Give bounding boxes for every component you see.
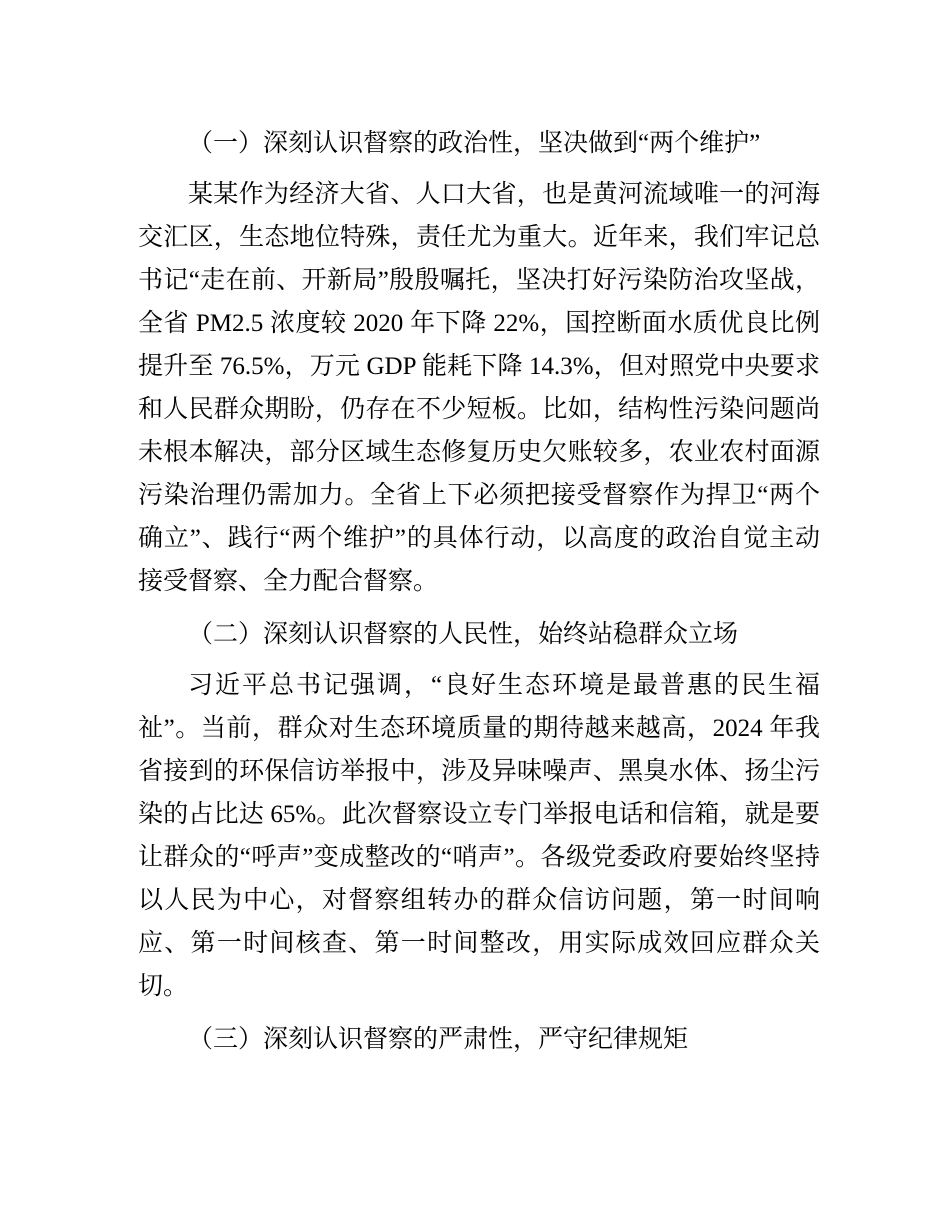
section-political [138,122,820,603]
section-1-paragraph: 某某作为经济大省、人口大省，也是黄河流域唯一的河海交汇区，生态地位特殊，责任尤为重大。近年来，我们牢记总书记“走在前、开新局”殷殷嘱托，坚决打好污染防治攻坚战，全省 PM2.5 浓度较 2020 年下降 22%，国控断面水质优良比例提升至 76.5%，万元 GDP 能耗下降 14.3%，但对照党中央要求和人民群众期盼，仍存在不少短板。比如，结构性污染问题尚未根本解决，部分区域生态修复历史欠账较多，农业农村面源污染治理仍需加力。全省上下必须把接受督察作为捍卫“两个确立”、践行“两个维护”的具体行动，以高度的政治自觉主动接受督察、全力配合督察。 [138,181,820,595]
section-2-heading: （二）深刻认识督察的人民性，始终站稳群众立场 [188,621,739,648]
section-people [138,613,820,1008]
section-3-heading: （三）深刻认识督察的严肃性，严守纪律规矩 [188,1026,689,1053]
section-discipline [138,1018,820,1061]
section-2-paragraph: 习近平总书记强调，“良好生态环境是最普惠的民生福祉”。当前，群众对生态环境质量的期待越来越高，2024 年我省接到的环保信访举报中，涉及异味噪声、黑臭水体、扬尘污染的占比达 65%。此次督察设立专门举报电话和信箱，就是要让群众的“呼声”变成整改的“哨声”。各级党委政府要始终坚持以人民为中心，对督察组转办的群众信访问题，第一时间响应、第一时间核查、第一时间整改，用实际成效回应群众关切。 [138,672,820,1000]
section-1-heading: （一）深刻认识督察的政治性，坚决做到“两个维护” [188,130,761,157]
